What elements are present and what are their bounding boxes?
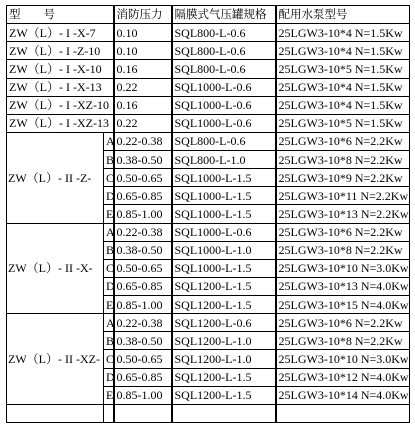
sub-letter-cell: D bbox=[104, 187, 114, 205]
sub-letter-cell: E bbox=[104, 386, 114, 404]
model-cell: ZW（L）- I -X-7 bbox=[7, 24, 114, 42]
header-pump: 配用水泵型号 bbox=[276, 6, 410, 24]
pressure-cell: 0.65-0.85 bbox=[114, 277, 172, 295]
header-row bbox=[7, 6, 410, 24]
sub-letter-cell: A bbox=[104, 314, 114, 332]
sub-letter-cell: E bbox=[104, 205, 114, 223]
sub-letter-cell: B bbox=[104, 332, 114, 350]
pressure-cell: 0.65-0.85 bbox=[114, 187, 172, 205]
group-model-cell: ZW（L）- II -X- bbox=[7, 223, 104, 314]
pump-cell: 25LGW3-10*9 N=2.2Kw bbox=[276, 169, 410, 187]
pressure-cell: 0.22 bbox=[114, 114, 172, 132]
tank-cell: SQL1000-L-1.5 bbox=[172, 169, 276, 187]
tank-cell: SQL1000-L-1.0 bbox=[172, 241, 276, 259]
sub-letter-cell: A bbox=[104, 132, 114, 150]
tank-cell: SQL1200-L-1.5 bbox=[172, 386, 276, 404]
pressure-cell: 0.50-0.65 bbox=[114, 259, 172, 277]
sub-letter-cell: D bbox=[104, 368, 114, 386]
group-model-cell: ZW（L）- II -Z- bbox=[7, 132, 104, 223]
tank-cell: SQL800-L-0.6 bbox=[172, 24, 276, 42]
model-cell: ZW（L）- I -XZ-10 bbox=[7, 96, 114, 114]
sub-letter-cell: C bbox=[104, 350, 114, 368]
pump-cell: 25LGW3-10*5 N=1.5Kw bbox=[276, 60, 410, 78]
header-pressure: 消防压力 bbox=[114, 6, 172, 24]
pressure-cell: 0.50-0.65 bbox=[114, 169, 172, 187]
pressure-cell: 0.22-0.38 bbox=[114, 223, 172, 241]
sub-letter-cell: B bbox=[104, 241, 114, 259]
sub-letter-cell: A bbox=[104, 223, 114, 241]
pump-cell: 25LGW3-10*13 N=2.2Kw bbox=[276, 205, 410, 223]
header-tank-spec: 隔膜式气压罐规格 bbox=[172, 6, 276, 24]
pressure-cell: 0.22 bbox=[114, 78, 172, 96]
pressure-cell: 0.22-0.38 bbox=[114, 314, 172, 332]
tank-cell: SQL1000-L-1.5 bbox=[172, 187, 276, 205]
table-row bbox=[7, 42, 410, 60]
pump-cell: 25LGW3-10*12 N=4.0Kw bbox=[276, 368, 410, 386]
pump-cell: 25LGW3-10*14 N=4.0Kw bbox=[276, 386, 410, 404]
pressure-cell: 0.10 bbox=[114, 42, 172, 60]
pump-cell: 25LGW3-10*6 N=2.2Kw bbox=[276, 132, 410, 150]
pressure-cell: 0.85-1.00 bbox=[114, 296, 172, 314]
pump-cell: 25LGW3-10*6 N=2.2Kw bbox=[276, 314, 410, 332]
model-cell: ZW（L）- I -Z-10 bbox=[7, 42, 114, 60]
pump-cell: 25LGW3-10*8 N=2.2Kw bbox=[276, 151, 410, 169]
group-model-cell: ZW（L）- II -XZ- bbox=[7, 314, 104, 405]
table-row bbox=[7, 314, 410, 332]
pressure-cell: 0.16 bbox=[114, 60, 172, 78]
pump-cell: 25LGW3-10*13 N=4.0Kw bbox=[276, 277, 410, 295]
pressure-cell: 0.65-0.85 bbox=[114, 368, 172, 386]
tank-cell: SQL800-L-0.6 bbox=[172, 42, 276, 60]
spec-table bbox=[6, 5, 410, 423]
tank-cell: SQL1000-L-0.6 bbox=[172, 223, 276, 241]
sub-letter-cell: E bbox=[104, 296, 114, 314]
tank-cell: SQL1200-L-1.5 bbox=[172, 368, 276, 386]
table-row bbox=[7, 223, 410, 241]
table-row bbox=[7, 114, 410, 132]
pressure-cell: 0.22-0.38 bbox=[114, 132, 172, 150]
tank-cell: SQL1000-L-0.6 bbox=[172, 96, 276, 114]
empty-cell bbox=[276, 404, 410, 422]
pressure-cell: 0.85-1.00 bbox=[114, 386, 172, 404]
pressure-cell: 0.50-0.65 bbox=[114, 350, 172, 368]
sub-letter-cell: B bbox=[104, 151, 114, 169]
empty-cell bbox=[104, 404, 114, 422]
tank-cell: SQL1200-L-1.5 bbox=[172, 277, 276, 295]
model-cell: ZW（L）- I -X-10 bbox=[7, 60, 114, 78]
pressure-cell: 0.16 bbox=[114, 96, 172, 114]
tank-cell: SQL1000-L-1.5 bbox=[172, 205, 276, 223]
tank-cell: SQL1000-L-0.6 bbox=[172, 114, 276, 132]
pump-cell: 25LGW3-10*5 N=1.5Kw bbox=[276, 114, 410, 132]
model-cell: ZW（L）- I -XZ-13 bbox=[7, 114, 114, 132]
sub-letter-cell: C bbox=[104, 169, 114, 187]
empty-cell bbox=[114, 404, 172, 422]
tank-cell: SQL1200-L-0.6 bbox=[172, 314, 276, 332]
pump-cell: 25LGW3-10*4 N=1.5Kw bbox=[276, 96, 410, 114]
pump-cell: 25LGW3-10*8 N=2.2Kw bbox=[276, 332, 410, 350]
pressure-cell: 0.38-0.50 bbox=[114, 241, 172, 259]
tank-cell: SQL800-L-0.6 bbox=[172, 132, 276, 150]
table-row bbox=[7, 132, 410, 150]
pump-cell: 25LGW3-10*4 N=1.5Kw bbox=[276, 78, 410, 96]
pressure-cell: 0.85-1.00 bbox=[114, 205, 172, 223]
tank-cell: SQL1000-L-0.6 bbox=[172, 78, 276, 96]
sub-letter-cell: C bbox=[104, 259, 114, 277]
tank-cell: SQL1200-L-1.0 bbox=[172, 332, 276, 350]
pump-cell: 25LGW3-10*6 N=2.2Kw bbox=[276, 223, 410, 241]
pump-cell: 25LGW3-10*8 N=2.2Kw bbox=[276, 241, 410, 259]
sub-letter-cell: D bbox=[104, 277, 114, 295]
empty-cell bbox=[172, 404, 276, 422]
pressure-cell: 0.38-0.50 bbox=[114, 332, 172, 350]
header-model: 型 号 bbox=[7, 6, 114, 24]
pump-cell: 25LGW3-10*10 N=3.0Kw bbox=[276, 259, 410, 277]
tank-cell: SQL800-L-1.0 bbox=[172, 151, 276, 169]
table-row bbox=[7, 78, 410, 96]
pump-cell: 25LGW3-10*10 N=3.0Kw bbox=[276, 350, 410, 368]
tank-cell: SQL1200-L-1.0 bbox=[172, 350, 276, 368]
spec-table-body bbox=[7, 6, 410, 423]
table-row bbox=[7, 24, 410, 42]
pump-cell: 25LGW3-10*15 N=4.0Kw bbox=[276, 296, 410, 314]
pressure-cell: 0.10 bbox=[114, 24, 172, 42]
tank-cell: SQL1000-L-1.5 bbox=[172, 259, 276, 277]
pump-cell: 25LGW3-10*11 N=2.2Kw bbox=[276, 187, 410, 205]
pressure-cell: 0.38-0.50 bbox=[114, 151, 172, 169]
pump-cell: 25LGW3-10*4 N=1.5Kw bbox=[276, 42, 410, 60]
pump-cell: 25LGW3-10*4 N=1.5Kw bbox=[276, 24, 410, 42]
model-cell: ZW（L）- I -X-13 bbox=[7, 78, 114, 96]
table-row bbox=[7, 96, 410, 114]
empty-cell bbox=[7, 404, 104, 422]
tank-cell: SQL800-L-0.6 bbox=[172, 60, 276, 78]
empty-row bbox=[7, 404, 410, 422]
tank-cell: SQL1200-L-1.5 bbox=[172, 296, 276, 314]
table-row bbox=[7, 60, 410, 78]
